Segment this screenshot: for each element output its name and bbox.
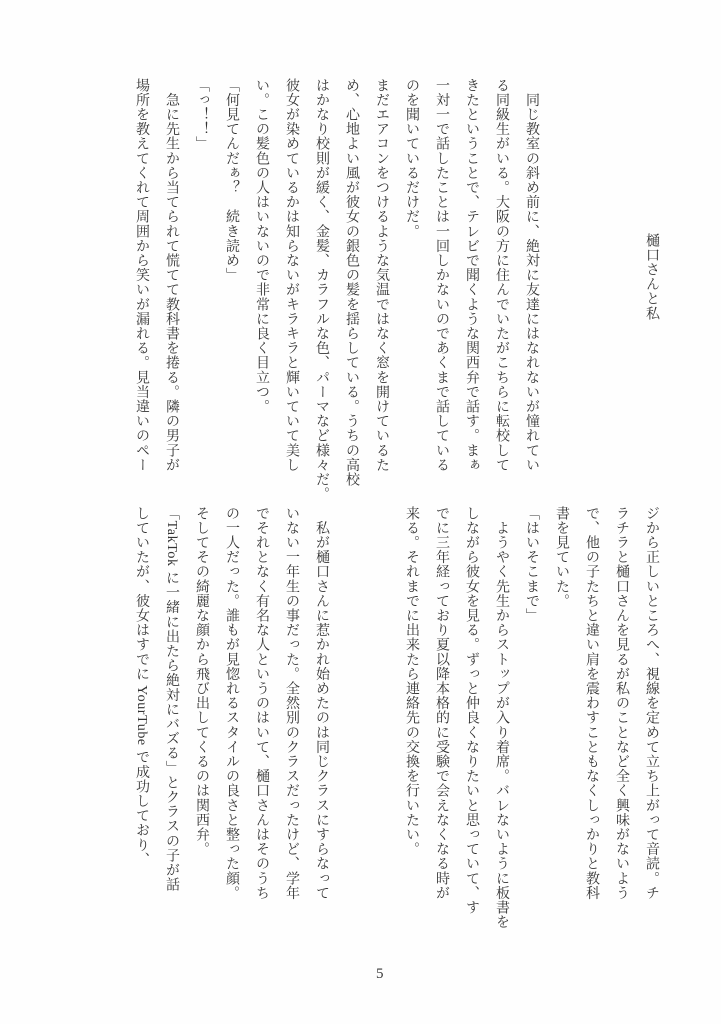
text-line: る同級生がいる。大阪の方に住んでいたがこちらに転校して — [494, 78, 509, 473]
text-line: きたということで、テレビで聞くような関西弁で話す。まぁ — [464, 78, 479, 473]
text-line: 急に先生から当てられて慌てて教科書を捲る。隣の男子が — [164, 78, 179, 473]
text-line: 場所を教えてくれて周囲から笑いが漏れる。見当違いのペー — [134, 78, 149, 473]
text-line: いない一年生の事だった。全然別のクラスだったけど、学年 — [284, 506, 299, 901]
text-line: で、他の子たちと違い肩を震わすこともなくしっかりと教科 — [584, 506, 599, 901]
text-line: そしてその綺麗な顔から飛び出してくるのは関西弁。 — [194, 506, 209, 857]
text-line: 同じ教室の斜め前に、絶対に友達にはなれないが憧れてい — [524, 78, 539, 473]
text-line: め、心地よい風が彼女の銀色の髪を揺らしている。うちの高校 — [344, 78, 359, 487]
page-number: 5 — [376, 966, 384, 982]
text-line: 来る。それまでに出来たら連絡先の交換を行いたい。 — [404, 506, 419, 857]
text-line: 一対一で話したことは一回しかないのであくまで話している — [434, 78, 449, 473]
title-gap — [546, 78, 636, 492]
text-line: ラチラと樋口さんを見るが私のことなど全く興味がないよう — [614, 506, 629, 901]
text-line: していたが、彼女はすでに YourTube で成功しており、 — [134, 506, 149, 867]
bottom-text-block — [126, 506, 666, 930]
text-line: のを聞いているだけだ。 — [404, 78, 419, 239]
text-line: 「はいそこまで」 — [524, 506, 539, 623]
text-line: 「何見てんだぁ？ 続き読め」 — [224, 78, 239, 283]
text-line: 書を見ていた。 — [554, 506, 569, 609]
story-title: 樋口さんと私 — [644, 233, 659, 321]
top-text-block — [126, 78, 666, 502]
text-line: ようやく先生からストップが入り着席。バレないように板書を — [494, 506, 509, 930]
text-line: の一人だった。誰もが見惚れるスタイルの良さと整った顔。 — [224, 506, 239, 901]
text-line: い。この髪色の人はいないので非常に良く目立つ。 — [254, 78, 269, 414]
text-line: しながら彼女を見る。ずっと仲良くなりたいと思っていて、す — [464, 506, 479, 915]
paragraph-gap — [336, 506, 396, 920]
text-line: 彼女が染めているかは知らないがキラキラと輝いていて美し — [284, 78, 299, 473]
text-line: ジから正しいところへ、視線を定めて立ち上がって音読。チ — [644, 506, 659, 901]
text-line: でそれとなく有名な人というのはいて、樋口さんはそのうち — [254, 506, 269, 901]
text-line: でに三年経っており夏以降本格的に受験で会えなくなる時が — [434, 506, 449, 901]
text-line: 「っ！！」 — [194, 78, 209, 151]
text-line: 私が樋口さんに惹かれ始めたのは同じクラスにすらなって — [314, 506, 329, 901]
text-line: 「TakTok に一緒に出たら絶対にバズる」とクラスの子が話 — [164, 506, 179, 892]
text-line: まだエアコンをつけるような気温ではなく窓を開けているた — [374, 78, 389, 473]
text-line: はかなり校則が緩く、金髪、カラフルな色、パーマなど様々だ。 — [314, 78, 329, 502]
